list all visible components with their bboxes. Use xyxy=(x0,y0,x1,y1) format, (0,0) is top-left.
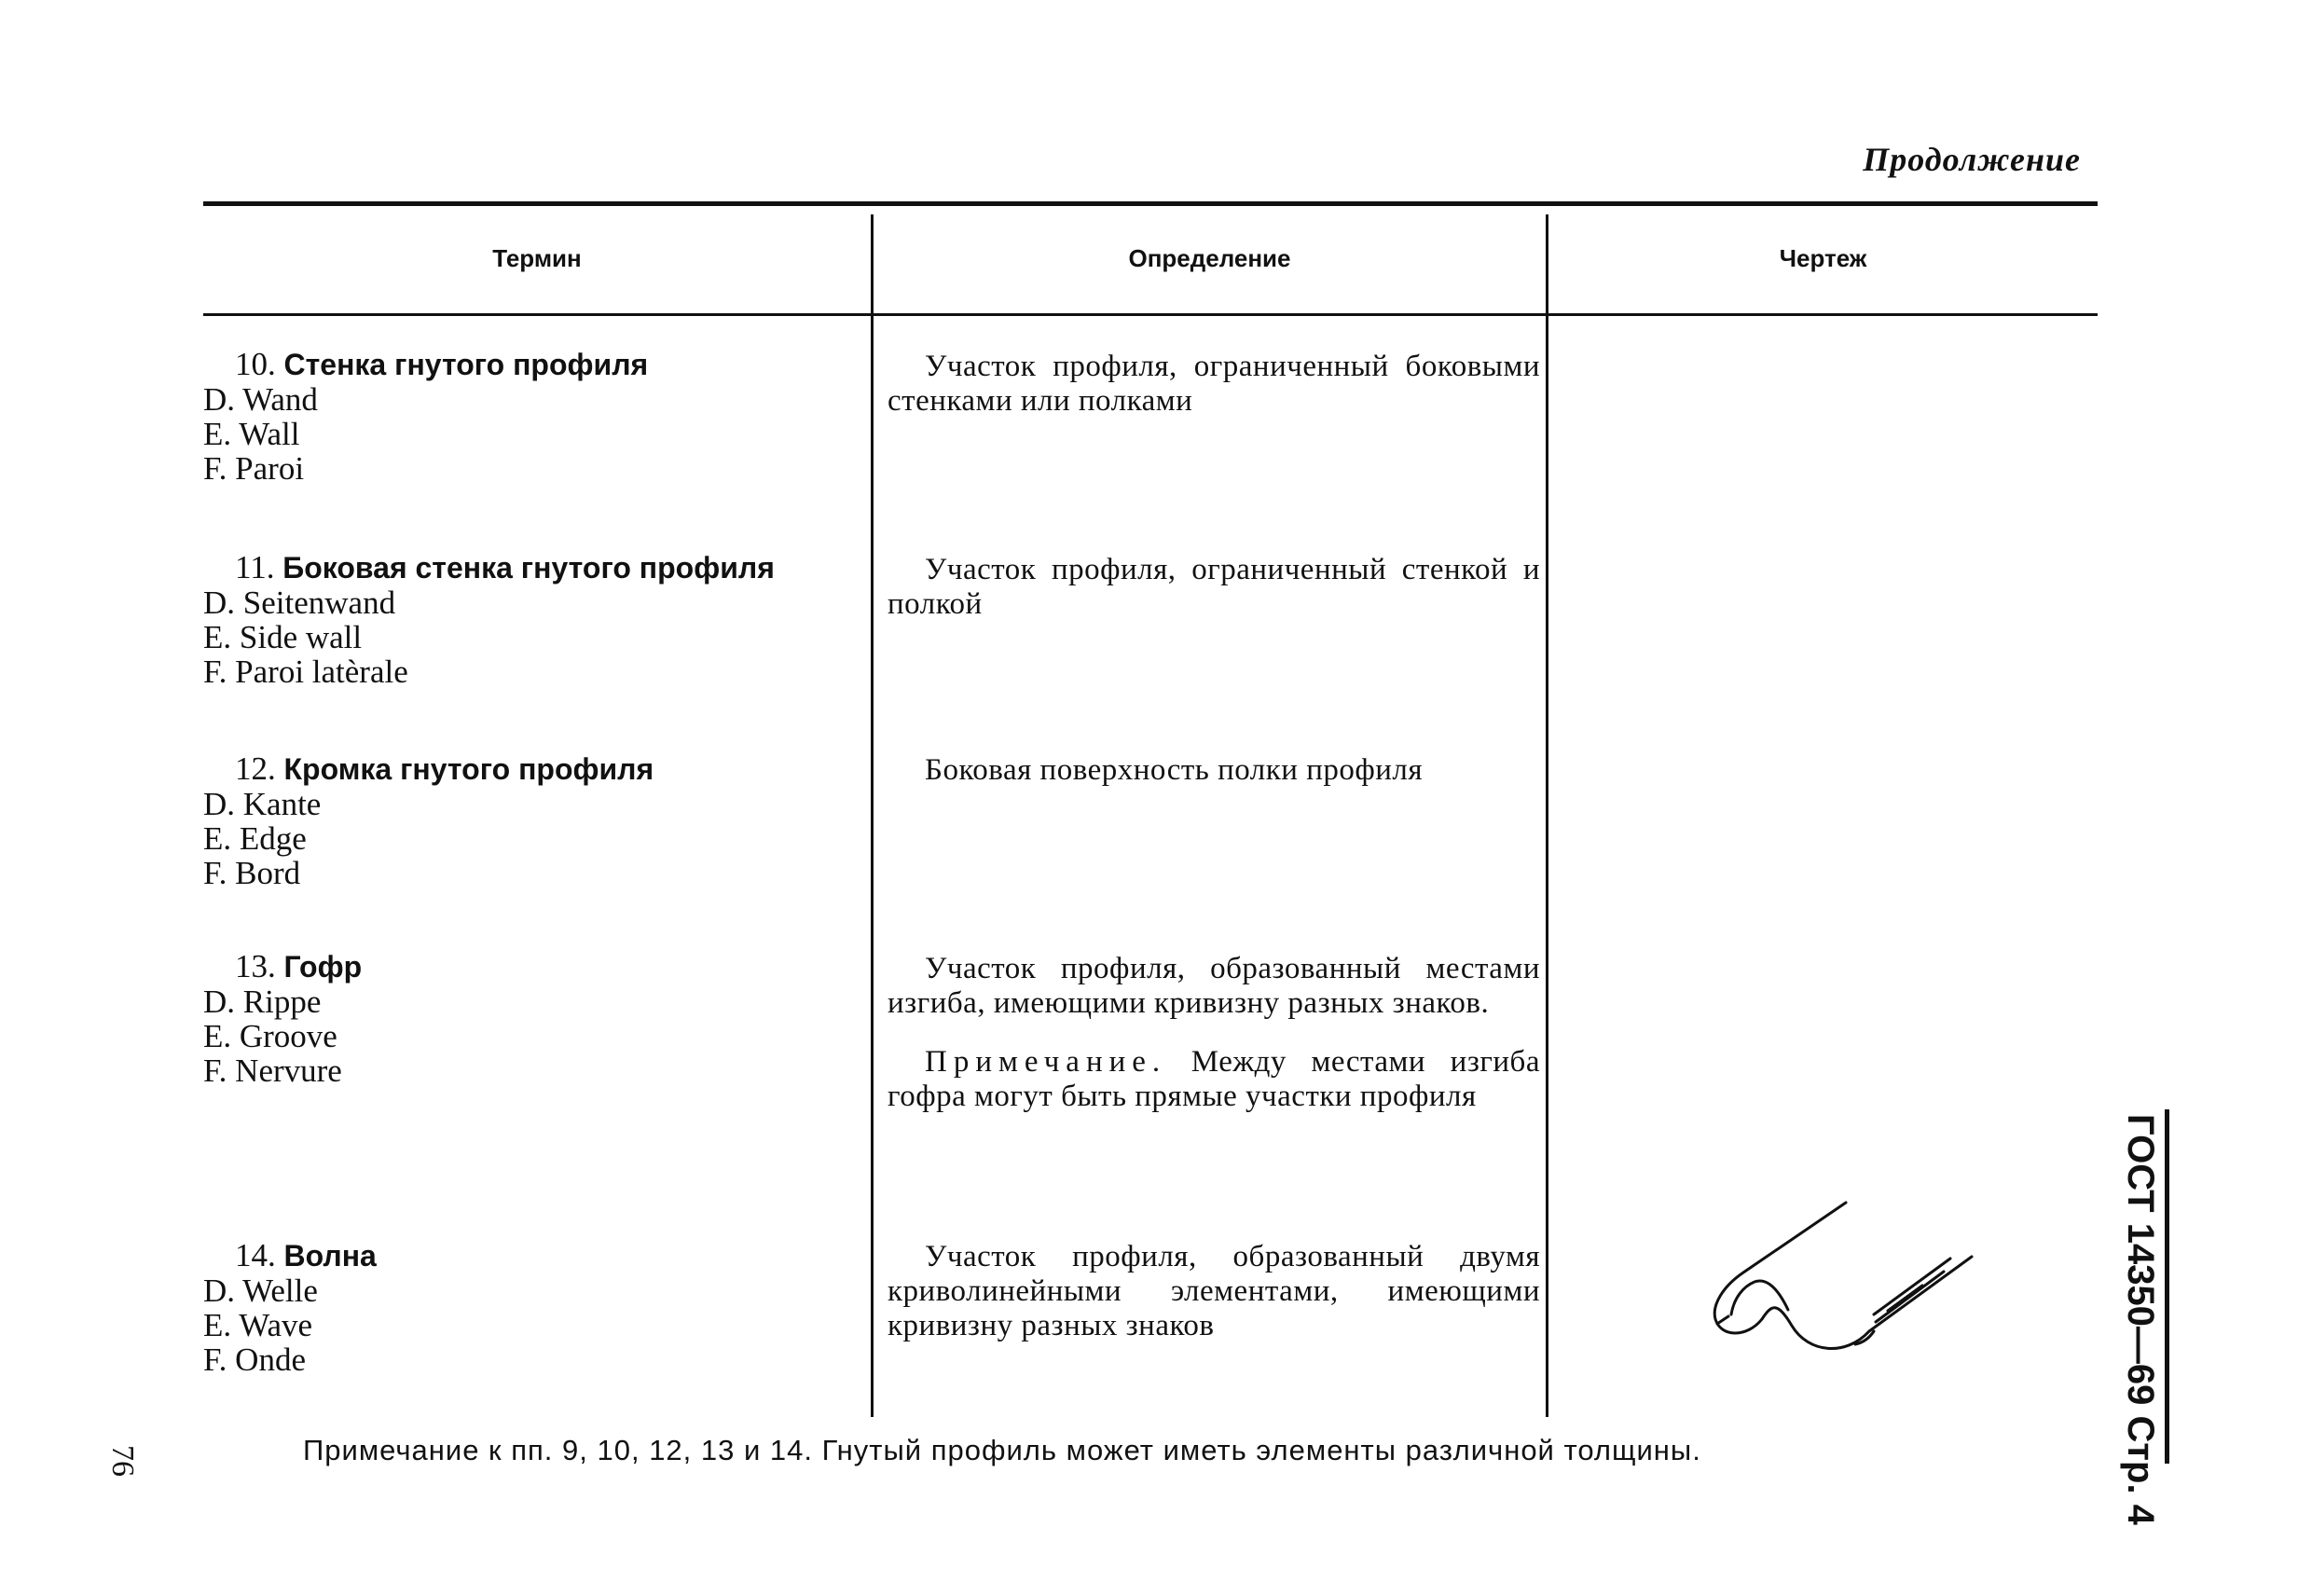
translation-fr: F. Onde xyxy=(203,1341,306,1378)
translation-de: D. Seitenwand xyxy=(203,585,396,621)
translation-fr: F. Bord xyxy=(203,855,301,891)
page-number: 76 xyxy=(105,1445,140,1477)
term-14 xyxy=(203,1238,865,1377)
translation-fr: F. Paroi latèrale xyxy=(203,654,408,690)
definition-11: Участок профиля, ограниченный стенкой и полкой xyxy=(888,553,1540,621)
term-13 xyxy=(203,949,865,1088)
definition-13: Участок профиля, образованный местами изгиба, имеющими кривизну разных знаков. Примечание. Между местами изгиба гофра могут быть прямые участки профиля xyxy=(888,952,1540,1113)
term-number: 12. xyxy=(235,750,276,787)
translation-en: E. Wall xyxy=(203,416,300,452)
definition-10: Участок профиля, ограниченный боковыми стенками или полками xyxy=(888,350,1540,418)
term-number: 10. xyxy=(235,346,276,382)
table-top-rule xyxy=(203,201,2098,206)
term-11 xyxy=(203,550,865,689)
translation-de: D. Wand xyxy=(203,381,318,418)
header-drawing: Чертеж xyxy=(1779,244,1867,272)
term-name: Гофр xyxy=(283,950,363,984)
term-number: 11. xyxy=(235,549,275,585)
definition-12: Боковая поверхность полки профиля xyxy=(925,753,1424,787)
footnote: Примечание к пп. 9, 10, 12, 13 и 14. Гнутый профиль может иметь элементы различной толщины. xyxy=(303,1434,1701,1466)
term-number: 13. xyxy=(235,948,276,984)
translation-en: E. Edge xyxy=(203,820,307,857)
column-divider-2 xyxy=(1546,214,1548,1417)
translation-en: E. Wave xyxy=(203,1307,313,1343)
translation-fr: F. Paroi xyxy=(203,450,305,487)
translation-en: E. Side wall xyxy=(203,619,363,655)
definition-note: Примечание. Между местами изгиба гофра могут быть прямые участки профиля xyxy=(888,1045,1540,1113)
term-number: 14. xyxy=(235,1237,276,1273)
term-name: Кромка гнутого профиля xyxy=(283,752,654,786)
translation-de: D. Welle xyxy=(203,1273,318,1309)
term-10 xyxy=(203,347,865,486)
translation-en: E. Groove xyxy=(203,1018,337,1054)
term-name: Стенка гнутого профиля xyxy=(283,348,649,381)
term-name: Волна xyxy=(283,1239,377,1273)
side-bar xyxy=(2165,1109,2169,1464)
term-name: Боковая стенка гнутого профиля xyxy=(282,551,775,585)
column-divider-1 xyxy=(871,214,874,1417)
header-term: Термин xyxy=(492,244,582,272)
translation-de: D. Rippe xyxy=(203,984,322,1020)
term-12 xyxy=(203,751,865,890)
wave-profile-drawing-icon xyxy=(1706,1193,1976,1361)
definition-14: Участок профиля, образованный двумя криволинейными элементами, имеющими кривизну разных знаков xyxy=(888,1240,1540,1342)
header-definition: Определение xyxy=(1128,244,1291,272)
translation-fr: F. Nervure xyxy=(203,1053,342,1089)
table-header-rule xyxy=(203,313,2098,316)
gost-side-label: ГОСТ 14350—69 Стр. 4 xyxy=(2120,1114,2161,1525)
continuation-label: Продолжение xyxy=(1863,141,2081,178)
translation-de: D. Kante xyxy=(203,786,322,822)
